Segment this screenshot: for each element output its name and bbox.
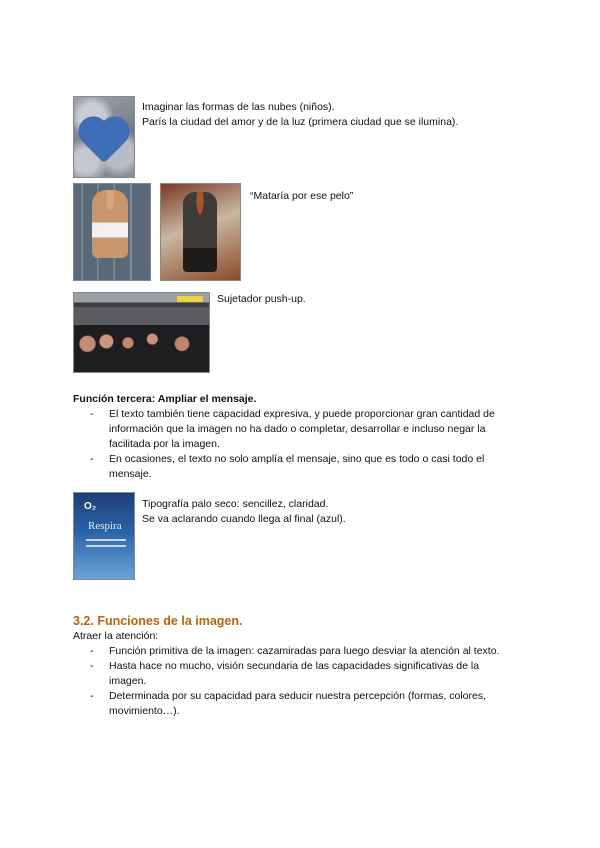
section-intro: Atraer la atención: <box>73 630 159 642</box>
list-item-line: imagen. <box>109 675 147 687</box>
section-heading: 3.2. Funciones de la imagen. <box>73 614 243 628</box>
list-item <box>90 407 530 452</box>
locker-room-ad-image <box>73 183 151 281</box>
bullet-dash: - <box>90 645 94 657</box>
bullet-dash: - <box>90 408 94 420</box>
list-item-line: En ocasiones, el texto no solo amplía el mensaje, sino que es todo o casi todo el <box>109 453 485 465</box>
hair-ad-image <box>160 183 241 281</box>
man-figure <box>92 190 128 258</box>
list-item <box>90 644 530 659</box>
list-item-line: información que la imagen no ha dado o completar, desarrollar e incluso negar la <box>109 423 486 435</box>
poster-brand-logo: O₂ <box>84 501 97 512</box>
list-item <box>90 452 530 482</box>
heart-shape <box>83 121 125 163</box>
respira-poster-image <box>73 492 135 580</box>
list-item-line: El texto también tiene capacidad expresiva, y puede proporcionar gran cantidad de <box>109 408 495 420</box>
bullet-dash: - <box>90 660 94 672</box>
funcion-tercera-list <box>90 407 530 482</box>
typography-caption-line-1: Tipografía palo seco: sencillez, claridad. <box>142 498 329 510</box>
crowd-figures <box>74 325 209 372</box>
woman-figure <box>183 192 217 272</box>
bullet-dash: - <box>90 690 94 702</box>
list-item-line: facilitada por la imagen. <box>109 438 220 450</box>
subway-sign <box>177 296 203 302</box>
clouds-caption-line-1: Imaginar las formas de las nubes (niños). <box>142 101 335 113</box>
list-item-line: mensaje. <box>109 468 152 480</box>
bullet-dash: - <box>90 453 94 465</box>
imagen-functions-list <box>90 644 530 719</box>
typography-caption-line-2: Se va aclarando cuando llega al final (azul). <box>142 513 346 525</box>
funcion-tercera-title: Función tercera: Ampliar el mensaje. <box>73 393 257 405</box>
poster-text-lines <box>86 539 126 541</box>
push-up-caption: Sujetador push-up. <box>217 293 306 305</box>
clouds-caption-line-2: París la ciudad del amor y de la luz (primera ciudad que se ilumina). <box>142 116 459 128</box>
hair-ad-caption: “Mataría por ese pelo” <box>250 190 354 202</box>
cloud-heart-image <box>73 96 135 178</box>
subway-escalator-ad-image <box>73 292 210 373</box>
list-item <box>90 689 530 719</box>
list-item-line: movimiento…). <box>109 705 180 717</box>
list-item <box>90 659 530 689</box>
list-item-line: Hasta hace no mucho, visión secundaria de las capacidades significativas de la <box>109 660 480 672</box>
poster-headline: Respira <box>88 520 122 532</box>
list-item-line: Determinada por su capacidad para seducir nuestra percepción (formas, colores, <box>109 690 487 702</box>
list-item-line: Función primitiva de la imagen: cazamiradas para luego desviar la atención al texto. <box>109 645 500 657</box>
